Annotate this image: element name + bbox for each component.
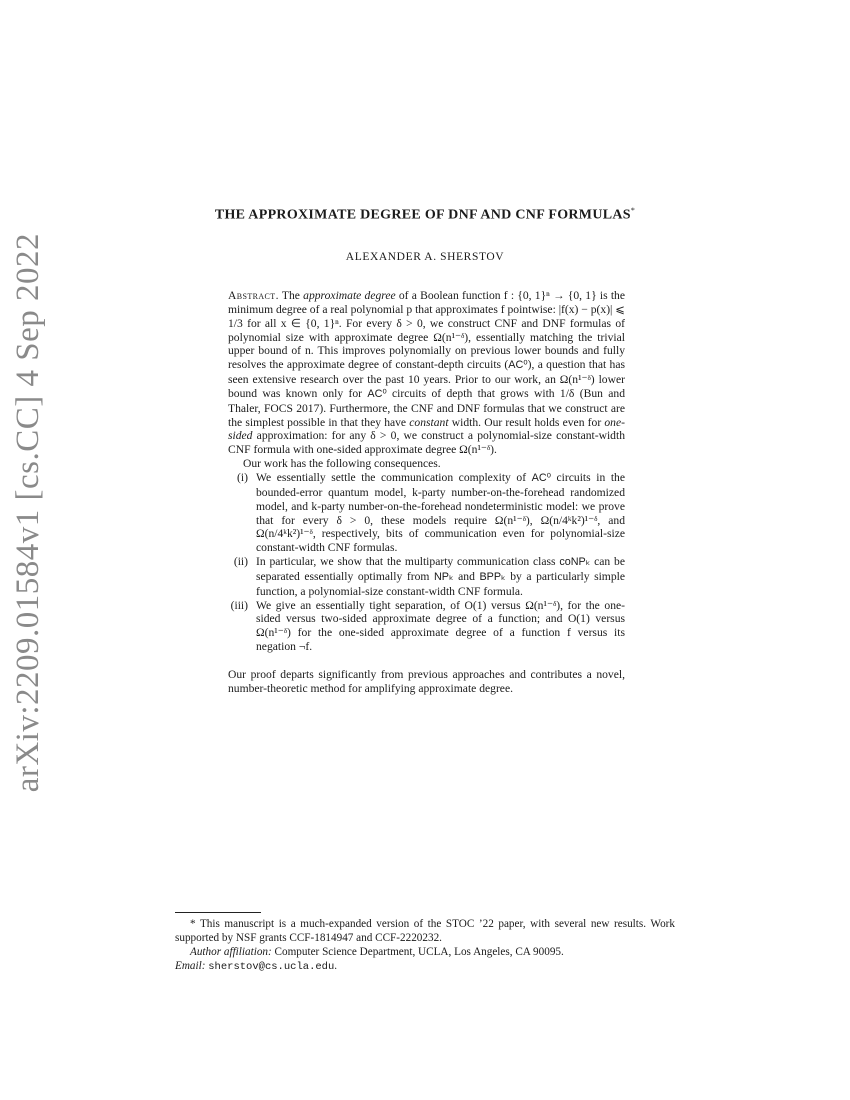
consequences-list bbox=[228, 471, 625, 654]
title-text: THE APPROXIMATE DEGREE OF DNF AND CNF FORMULAS bbox=[214, 207, 631, 223]
abstract-text: ), a question that has seen extensive research over the past 10 years. Prior to our work, an Ω(n¹⁻ᵟ) lower bound was known only for bbox=[228, 358, 625, 400]
list-item-text: We essentially settle the communication complexity of AC⁰ circuits in the bounded-error quantum model, k-party number-on-the-forehead randomized model, and k-party number-on-the-forehead nondeterministic model: we prove that for every δ > 0, these models require Ω(n¹⁻ᵟ), Ω(n/4ᵏk²)¹⁻ᵟ, and Ω(n/4ᵏk²)¹⁻ᵟ, respectively, bits of communication even for polynomial-size constant-width CNF formulas. bbox=[256, 470, 625, 555]
abstract-text: The bbox=[281, 289, 300, 302]
affiliation-text: Computer Science Department, UCLA, Los Angeles, CA 90095. bbox=[271, 945, 564, 958]
email-label: Email: bbox=[175, 959, 206, 972]
abstract-text: width. Our result holds even for bbox=[451, 415, 602, 429]
list-item-text: In particular, we show that the multiparty communication class coNPₖ can be separated essentially optimally from NPₖ and BPPₖ by a particularly simple function, a polynomial-size constant-width CNF formula. bbox=[256, 555, 625, 598]
abstract-text: circuits of depth that grows with 1/δ (Bun and Thaler, FOCS 2017). Furthermore, the CNF and DNF formulas that we construct are the simplest possible in that they have bbox=[228, 386, 625, 429]
list-item-number: (ii) bbox=[233, 555, 248, 569]
list-item bbox=[228, 599, 625, 654]
author-name: ALEXANDER A. SHERSTOV bbox=[345, 251, 505, 263]
abstract-text: approximation: for any δ > 0, we construct a polynomial-size constant-width CNF formula with one-sided approximate degree Ω(n¹⁻ᵟ). bbox=[228, 429, 625, 457]
affiliation-label: Author affiliation: bbox=[190, 945, 272, 958]
footnote bbox=[175, 912, 675, 975]
list-item-number: (i) bbox=[237, 470, 248, 484]
footnote-text: * This manuscript is a much-expanded version of the STOC ’22 paper, with several new results. Work supported by NSF grants CCF-1814947 and CCF-2220232. bbox=[175, 918, 675, 944]
abstract-text: of a Boolean function f : {0, 1}ⁿ → {0, 1} is the minimum degree of a real polynomial p that approximates f pointwise: |f(x) − p(x)| ⩽ 1/3 for all x ∈ {0, 1}ⁿ. For every δ > 0, we construct CNF and DNF formulas of polynomial size with approximate degree Ω(n¹⁻ᵟ), essentially matching the trivial upper bound of n. This improves polynomially on previous lower bounds and fully resolves the approximate degree of constant-depth circuits ( bbox=[228, 289, 625, 372]
ac0-term: AC⁰ bbox=[367, 387, 387, 400]
abstract bbox=[228, 289, 625, 696]
title-footnote-marker: * bbox=[630, 206, 636, 215]
email-link[interactable]: sherstov@cs.ucla.edu bbox=[208, 960, 335, 973]
abstract-closing: Our proof departs significantly from previous approaches and contributes a novel, number-theoretic method for amplifying approximate degree. bbox=[228, 667, 625, 695]
abstract-label: Abstract. bbox=[228, 289, 279, 302]
arxiv-id: arXiv:2209.01584v1 [cs.CC] 4 Sep 2022 bbox=[9, 232, 46, 793]
arxiv-sidebar-stamp bbox=[0, 232, 56, 793]
author-affiliation bbox=[175, 946, 675, 960]
list-item bbox=[228, 555, 625, 599]
ac0-term: AC⁰ bbox=[508, 359, 528, 372]
footnote-rule bbox=[175, 912, 261, 913]
abstract-emphasis: constant bbox=[409, 415, 449, 429]
author-email-line bbox=[175, 960, 675, 975]
list-item-number: (iii) bbox=[230, 598, 248, 612]
abstract-paragraph-1 bbox=[228, 289, 625, 457]
list-item-text: We give an essentially tight separation, of O(1) versus Ω(n¹⁻ᵟ), for the one-sided versus two-sided approximate degree of a function; and O(1) versus Ω(n¹⁻ᵟ) for the one-sided approximate degree of a function f versus its negation ¬f. bbox=[256, 598, 625, 654]
abstract-emphasis: approximate degree bbox=[303, 289, 396, 302]
paper-title bbox=[175, 206, 675, 224]
abstract-emphasis: one-sided bbox=[228, 415, 625, 443]
email-period: . bbox=[334, 959, 338, 972]
list-item bbox=[228, 471, 625, 555]
abstract-paragraph-2: Our work has the following consequences. bbox=[243, 457, 441, 471]
